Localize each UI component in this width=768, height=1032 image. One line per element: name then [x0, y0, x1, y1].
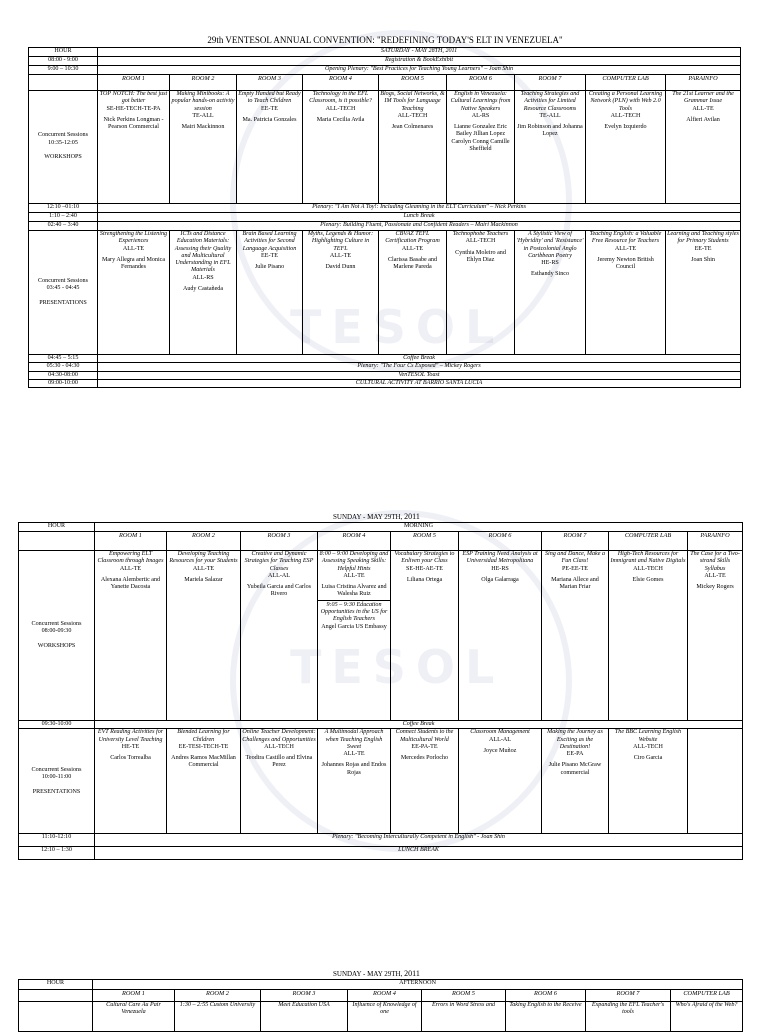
session-cell [515, 91, 586, 204]
room-header: COMPUTER LAB [609, 532, 688, 551]
session-audience: ALL-TE [692, 105, 714, 112]
session-title: Brain Based Learning Activities for Second Language Acquisition [242, 231, 297, 252]
session-speaker: Julie Pisano McGraw commercial [548, 762, 602, 776]
schedule-row [19, 834, 743, 847]
session-audience: SE-HE-AE-TE [406, 565, 443, 572]
session-cell [237, 91, 303, 204]
session-audience: ALL-TECH [633, 743, 663, 750]
session-audience: ALL-TE [122, 245, 145, 252]
session-audience: AL-RS [471, 112, 490, 119]
session-audience: ALL-TECH [325, 105, 356, 112]
session-speaker: Alfieri Avilan [686, 116, 720, 123]
session-title: Technophobe Teachers [452, 231, 509, 237]
session-cell [237, 231, 303, 355]
schedule-row [29, 379, 741, 387]
session-cell: Meet Education USA [261, 1002, 348, 1032]
room-header: PARAINFO [688, 532, 743, 551]
coffee-hour: 09:30-10:00 [19, 721, 95, 729]
session-audience: ALL-TE [343, 751, 365, 758]
schedule-row [29, 371, 741, 379]
row-event: Registration & BookExhibit [98, 57, 741, 66]
session-speaker: Andres Ramos MacMillan Commercial [171, 755, 236, 769]
session-label [19, 1002, 93, 1032]
day-label: SUNDAY - MAY 29TH, [333, 970, 403, 978]
session-audience: EE-PA [566, 751, 584, 758]
session-title: EVT Reading Activities for University Level Teaching [97, 729, 164, 743]
session-audience: PE-EE-TE [561, 565, 589, 572]
row-event: LUNCH BREAK [95, 847, 743, 860]
session-title: The 21st Learner and the Grammar Issue [672, 91, 734, 105]
session-title: Myths, Legends & Humor: Highlighting Culture in TEFL [307, 231, 374, 252]
session-title: Teaching Strategies and Activities for Limited Resource Classrooms [520, 91, 580, 112]
session-speaker: Julie Pisano [254, 264, 285, 271]
session-cell: Influence of Knowledge of one [348, 1002, 422, 1032]
session-title: Connect Students to the Multicultural World [395, 729, 454, 743]
session-cell [609, 729, 688, 834]
session-cell [542, 551, 609, 721]
session-audience: ALL-TE [343, 572, 365, 579]
session-speaker: Alexana Alembertic and Yanette Dacosta [100, 576, 161, 591]
session-audience: ALL-AL [268, 572, 290, 579]
row-event: CULTURAL ACTIVITY AT BARRIO SANTA LUCIA [98, 379, 741, 387]
session-type: Concurrent Sessions [31, 620, 82, 627]
session-speaker: Mairi Mackinnon [181, 124, 225, 131]
session-audience: ALL-TECH [264, 743, 294, 750]
schedule-row [29, 213, 741, 222]
sunday-morning-schedule [18, 522, 743, 860]
session-cell [459, 729, 542, 834]
room-header: PARAINFO [666, 75, 741, 91]
row-hour: 12:10 – 1:30 [19, 847, 95, 860]
session-audience: HE-RS [491, 565, 509, 572]
row-hour: 09:00-10:00 [29, 379, 98, 387]
session-title: ICTs and Distance Education Materials: Assessing their Quality and Multicultural Understanding in EFL Materials [174, 231, 232, 274]
row-hour: 05:30 - 04:30 [29, 363, 98, 371]
schedule-row [29, 204, 741, 213]
session-title: 9:05 – 9:30 Education Opportunities in the US for English Teachers [320, 601, 388, 623]
session-speaker: Nick Perkins Longman - Pearson Commercial [103, 116, 164, 131]
room-header: ROOM 1 [93, 990, 175, 1002]
row-event: Plenary: Building Fluent, Passionate and Confident Readers – Mairi Mackinnon [98, 222, 741, 231]
session-title: The Case for a Two-strand Skills Syllabus [690, 551, 740, 572]
session-speaker: Clarissa Basabe and Marlene Pareda [387, 256, 438, 271]
session-audience: ALL-TE [614, 245, 637, 252]
session-cell [98, 231, 170, 355]
room-header: ROOM 3 [241, 532, 318, 551]
session-cell [241, 551, 318, 721]
session-audience: EE-PA-TE [411, 743, 438, 750]
row-hour: 1:10 – 2:40 [29, 213, 98, 222]
room-header: ROOM 6 [447, 75, 515, 91]
session-audience: ALL-RS [192, 274, 214, 281]
session-audience: ALL-TECH [397, 112, 428, 119]
row-event: Lunch Break [98, 213, 741, 222]
day-label: SUNDAY - MAY 29TH, [333, 513, 403, 521]
row-event: Plenary: "Becoming Interculturally Competent in English" - Joan Shin [95, 834, 743, 847]
session-audience: EE-TE [694, 245, 712, 252]
session-label [19, 729, 95, 834]
session-speaker: Maria Cecilia Avila [316, 116, 365, 123]
session-speaker: Mariela Salazar [184, 576, 223, 583]
session-title: A Stylistic View of 'Hybridity' and 'Resistance' in Postcolonial Anglo Caribbean Poetry [516, 231, 584, 259]
session-cell: Taking English to the Receive [506, 1002, 586, 1032]
session-title: The BBC Learning English Website [614, 729, 682, 743]
session-title: CBVAZ TEFL Certification Program [385, 231, 440, 245]
session-divider [318, 600, 390, 601]
session-cell [688, 551, 743, 721]
session-cell [379, 91, 447, 204]
session-cell: Errors in Word Stress and [422, 1002, 506, 1032]
session-label [29, 91, 98, 204]
session-cell [391, 551, 459, 721]
session-speaker: Audy Castañeda [182, 286, 224, 293]
session-kind: PRESENTATIONS [39, 299, 87, 306]
session-title: Strengthening the Listening Experiences [99, 231, 168, 245]
session-audience: ALL-TECH [633, 565, 663, 572]
session-cell [379, 231, 447, 355]
session-speaker: Liliana Ortega [406, 576, 443, 583]
room-header: ROOM 5 [391, 532, 459, 551]
day-header: SATURDAY - MAY 28TH, 2011 [98, 48, 741, 57]
year-label: 2011 [404, 969, 420, 978]
row-hour: 9:00 – 10:30 [29, 66, 98, 75]
session-cell: Cultural Care Au Pair Venezuela [93, 1002, 175, 1032]
room-header: ROOM 4 [348, 990, 422, 1002]
session-speaker: Joan Shin [691, 256, 715, 263]
room-header: ROOM 2 [167, 532, 241, 551]
room-header: ROOM 2 [170, 75, 237, 91]
session-title: English in Venezuela: Cultural Learnings from Native Speakers [450, 91, 511, 112]
room-header: ROOM 4 [318, 532, 391, 551]
room-header: ROOM 3 [237, 75, 303, 91]
session-cell [98, 91, 170, 204]
session-cell [95, 551, 167, 721]
session-speaker: David Dunn [325, 264, 356, 271]
session-speaker: Mercedes Porlocho [400, 755, 449, 762]
session-cell [170, 91, 237, 204]
room-corner [19, 990, 93, 1002]
session-audience: ALL-TECH [465, 238, 496, 245]
session-audience: ALL-TE [119, 565, 142, 572]
session-cell [666, 91, 741, 204]
session-speaker: Evelyn Izquierdo [604, 124, 647, 131]
session-cell [391, 729, 459, 834]
session-cell [95, 729, 167, 834]
session-speaker: Teodira Castillo and Elvina Perez [245, 755, 313, 769]
session-cell [688, 729, 743, 834]
session-time: 03:45 - 04:45 [46, 285, 80, 292]
row-hour: 04:45 – 5:15 [29, 355, 98, 363]
session-speaker: Mariana Allece and Marian Friar [551, 576, 599, 591]
session-speaker: Joyce Muñoz [483, 747, 517, 754]
session-speaker: Esthandy Sinco [530, 271, 570, 278]
session-cell [515, 231, 586, 355]
room-corner [29, 75, 98, 91]
schedule-row [19, 847, 743, 860]
row-event: VenTESOL Toast [98, 371, 741, 379]
room-header: COMPUTER LAB [586, 75, 666, 91]
room-header: ROOM 1 [98, 75, 170, 91]
session-title: Empowering ELT Classroom through Images [97, 551, 164, 565]
session-cell: Who's Afraid of the Web? [671, 1002, 743, 1032]
room-header: ROOM 6 [459, 532, 542, 551]
session-label [19, 551, 95, 721]
session-speaker: Cynthia Moleiro and Ehlyn Diaz [455, 249, 506, 263]
session-title: Sing and Dance, Make a Fun Class! [544, 551, 606, 565]
session-title: Blogs, Social Networks, & IM Tools for Language Teaching [380, 91, 445, 112]
room-header: ROOM 7 [586, 990, 671, 1002]
session-title: Making the Journey as Exciting as the Destination! [547, 729, 603, 750]
session-cell [542, 729, 609, 834]
session-type: Concurrent Sessions [31, 766, 82, 773]
session-kind: WORKSHOPS [37, 642, 76, 649]
session-title: Developing Teaching Resources for your Students [169, 551, 238, 565]
session-audience: HE-RS [541, 260, 559, 267]
row-hour: 02:40 – 3:40 [29, 222, 98, 231]
hour-header: HOUR [29, 48, 98, 57]
session-title: Teaching English: a Valuable Free Resource for Teachers [589, 231, 662, 245]
session-cell [303, 231, 379, 355]
session-title: Vocabulary Strategies to Enliven your Class [394, 551, 455, 565]
row-hour: 04:30-08:00 [29, 371, 98, 379]
session-audience: TE-ALL [192, 112, 214, 119]
session-audience: ALL-TE [401, 245, 424, 252]
room-header: ROOM 5 [422, 990, 506, 1002]
session-speaker: Angel Garcia US Embassy [321, 623, 387, 630]
room-header: COMPUTER LAB [671, 990, 743, 1002]
session-title: Creative and Dynamic Strategies for Teaching ESP Classes [244, 551, 314, 572]
session-title: Technology in the EFL Classroom, is it possible? [309, 91, 372, 105]
saturday-schedule [28, 47, 741, 388]
row-event: Opening Plenary: "Best Practices for Teaching Young Learners" – Joan Shin [98, 66, 741, 75]
session-cell [447, 231, 515, 355]
session-speaker: Jean Colmenares [391, 124, 434, 131]
session-title: Online Teacher Development: Challenges and Opportunities [242, 729, 316, 743]
session-audience: EE-TESI-TECH-TE [178, 743, 229, 750]
session-speaker: Elsie Gomes [632, 576, 664, 583]
session-audience: ALL-TE [329, 252, 352, 259]
schedule-row [29, 57, 741, 66]
session-time: 10:35-12:05 [48, 139, 78, 146]
sunday-afternoon-day [333, 969, 420, 979]
session-speaker: Johannes Rojas and Endos Rojas [321, 762, 387, 776]
sunday-afternoon-schedule [18, 979, 743, 1032]
session-audience: TE-ALL [539, 112, 561, 119]
session-speaker: Ciro Garcia [633, 755, 663, 762]
session-audience: EE-TE [261, 105, 278, 112]
session-cell [303, 91, 379, 204]
session-kind: PRESENTATIONS [32, 788, 81, 795]
session-cell [241, 729, 318, 834]
session-cell [318, 551, 391, 721]
session-audience: EE-TE [261, 252, 278, 259]
session-cell [666, 231, 741, 355]
session-title: 8:00 – 9:00 Developing and Assessing Speaking Skills: Helpful Hints [319, 551, 389, 572]
session-title: Learning and Teaching styles for Primary Students [667, 231, 739, 245]
row-hour: 12:10 –01:10 [29, 204, 98, 213]
session-audience: ALL-TECH [610, 112, 641, 119]
row-event: Plenary: "I Am Not A Toy!: Including Gleaming in the ELT Curriculum" – Nick Perkins [98, 204, 741, 213]
row-event: Plenary: "The Four Cs Exposed" – Mickey Rogers [98, 363, 741, 371]
hour-header: HOUR [19, 980, 93, 990]
session-cell [318, 729, 391, 834]
session-type: Concurrent Sessions [38, 132, 88, 139]
session-cell [447, 91, 515, 204]
session-title: High-Tech Resources for Immigrant and Native Digitals [610, 551, 686, 565]
session-cell [459, 551, 542, 721]
room-header: ROOM 2 [175, 990, 261, 1002]
convention-title: 29th VENTESOL ANNUAL CONVENTION: "REDEFINING TODAY'S ELT IN VENEZUELA" [207, 35, 563, 45]
coffee-text: Coffee Break [95, 721, 743, 729]
session-speaker: Luisa Cristina Alvarez and Walesha Ruiz [321, 584, 387, 598]
room-header: ROOM 1 [95, 532, 167, 551]
session-speaker: Yubeila Garcia and Carlos Rivero [246, 584, 312, 598]
session-speaker: Olga Galarraga [481, 576, 519, 583]
session-speaker: Mickey Rogers [696, 584, 734, 591]
row-event: Coffee Break [98, 355, 741, 363]
session-title: Creating a Personal Learning Network (PLN) with Web 2.0 Tools [588, 91, 663, 112]
session-speaker: Lianne Gonzalez Eric Bailey Jillian Lopez Carolyn Conng Camille Sheffield [451, 124, 510, 153]
session-cell [586, 91, 666, 204]
session-speaker: Ma. Patricia Gonzales [242, 116, 297, 123]
session-audience: ALL-AL [489, 736, 511, 743]
session-cell [609, 551, 688, 721]
session-audience: SE-HE-TECH-TE-PA [106, 105, 161, 112]
session-speaker: Mary Allegra and Monica Fernandes [101, 256, 166, 271]
row-hour: 11:10-12:10 [19, 834, 95, 847]
session-title: TOP NOTCH: The best just got better [99, 91, 168, 105]
schedule-row [29, 355, 741, 363]
session-time: 08:00-09:30 [41, 628, 72, 635]
session-speaker: Carlos Torrealba [110, 755, 151, 762]
session-type: Concurrent Sessions [38, 277, 88, 284]
session-time: 10:00-11:00 [41, 774, 72, 780]
year-label: 2011 [404, 512, 420, 521]
session-title: Blended Learning for Children [177, 729, 230, 743]
period-header: MORNING [95, 523, 743, 532]
schedule-row [29, 66, 741, 75]
room-header: ROOM 6 [506, 990, 586, 1002]
session-label [29, 231, 98, 355]
session-cell [170, 231, 237, 355]
session-cell: 1:30 – 2:55 Custom University [175, 1002, 261, 1032]
watermark-text-mid: TESOL [290, 640, 505, 694]
session-audience: ALL-TE [704, 572, 726, 579]
schedule-row [29, 363, 741, 371]
hour-header: HOUR [19, 523, 95, 532]
room-header: ROOM 4 [303, 75, 379, 91]
session-speaker: Jeremy Newton British Council [597, 256, 654, 271]
sunday-morning-day [333, 512, 420, 522]
session-kind: WORKSHOPS [44, 154, 82, 161]
row-hour: 08:00 - 9:00 [29, 57, 98, 66]
session-title: Classroom Management [470, 729, 530, 736]
session-cell: Expanding the EFL Teacher's tools [586, 1002, 671, 1032]
period-header: AFTERNOON [93, 980, 743, 990]
session-audience: HE-TE [121, 743, 140, 750]
room-header: ROOM 3 [261, 990, 348, 1002]
session-title: A Multimodal Approach when Teaching English Sweet [324, 729, 384, 750]
session-cell [167, 729, 241, 834]
session-cell [586, 231, 666, 355]
schedule-row [29, 222, 741, 231]
room-header: ROOM 7 [542, 532, 609, 551]
session-title: Empty Handed but Ready to Teach Children [238, 91, 301, 105]
room-header: ROOM 5 [379, 75, 447, 91]
session-cell [167, 551, 241, 721]
session-title: Making Minibooks: A popular hands-on activity session [171, 91, 235, 112]
room-corner [19, 532, 95, 551]
session-title: ESP Training Need Analysis at Universidad Metropolitana [462, 551, 538, 565]
watermark-text-top: TESOL [290, 300, 505, 354]
session-speaker: Jim Robinson and Johanna Lopez [517, 124, 583, 138]
session-audience: ALL-TE [192, 565, 215, 572]
room-header: ROOM 7 [515, 75, 586, 91]
